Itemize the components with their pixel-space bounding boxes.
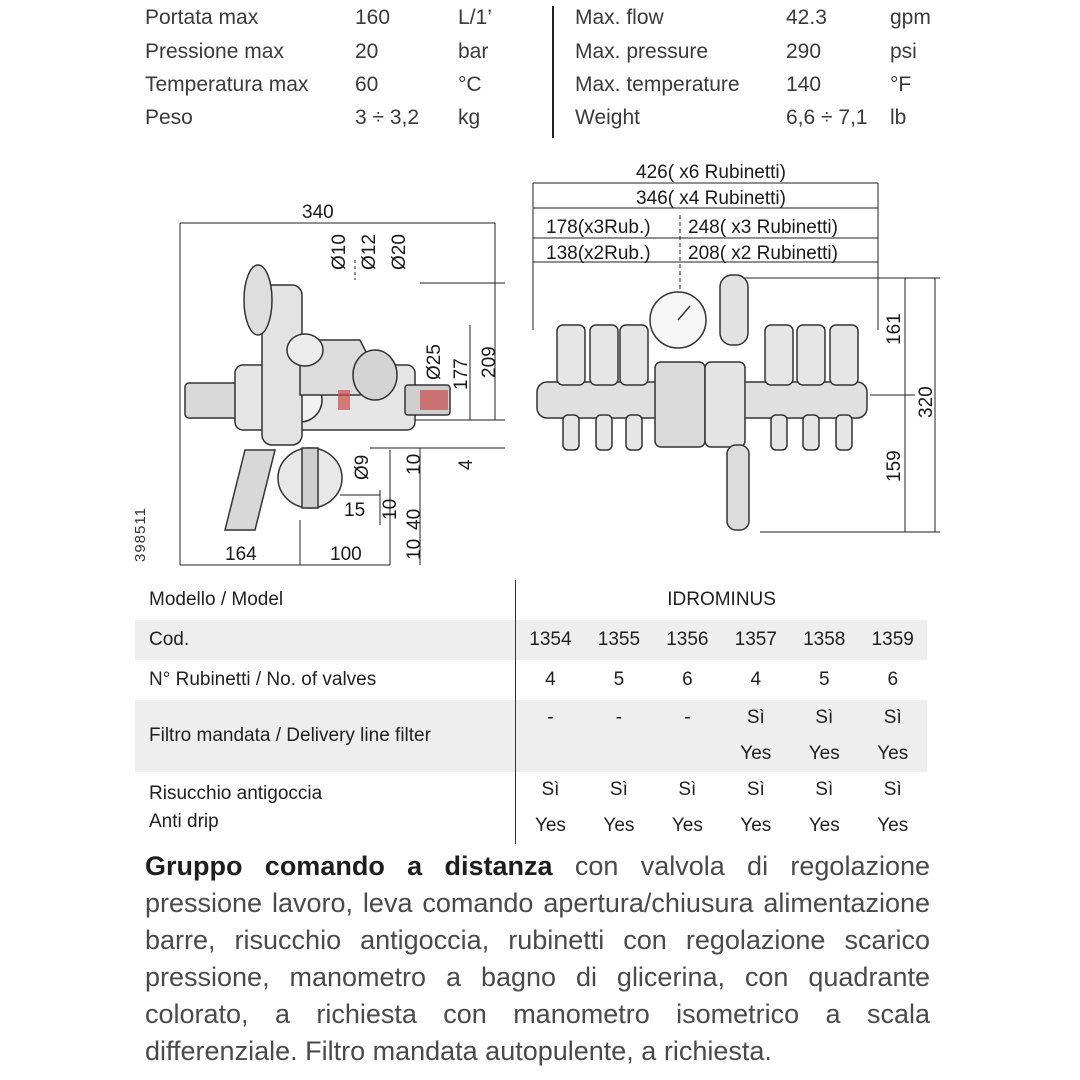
cell-en bbox=[585, 736, 653, 772]
spec-unit: kg bbox=[458, 106, 481, 129]
cell: 1356 bbox=[653, 620, 721, 660]
cell bbox=[858, 700, 927, 772]
dim-label: 4 bbox=[456, 459, 477, 470]
row-label bbox=[135, 772, 516, 844]
spec-label: Max. temperature bbox=[575, 73, 740, 96]
cell: 1359 bbox=[858, 620, 927, 660]
cell-it: - bbox=[684, 707, 691, 728]
technical-drawing bbox=[0, 140, 1080, 580]
cell-en bbox=[516, 736, 584, 772]
cell-it: Sì bbox=[815, 779, 834, 800]
spec-unit: °C bbox=[458, 73, 482, 96]
cell-en: Yes bbox=[671, 815, 703, 836]
cell: 6 bbox=[887, 669, 899, 690]
dim-label: 209 bbox=[479, 346, 500, 378]
spec-value: 20 bbox=[355, 40, 379, 63]
cell-en: Yes bbox=[808, 815, 840, 836]
spec-label: Max. flow bbox=[575, 6, 664, 29]
dim-label: Ø9 bbox=[352, 454, 373, 480]
cell: 1355 bbox=[585, 620, 653, 660]
cell bbox=[585, 700, 653, 772]
cell-it: Sì bbox=[883, 707, 902, 728]
spec-value: 160 bbox=[355, 6, 391, 29]
spec-value: 60 bbox=[355, 73, 379, 96]
cell: 1354 bbox=[516, 620, 585, 660]
table-row bbox=[135, 620, 927, 660]
dim-label: 164 bbox=[225, 544, 257, 565]
cell-it: - bbox=[547, 707, 554, 728]
cell bbox=[858, 772, 927, 844]
cell-it: - bbox=[615, 707, 623, 728]
cell-it: Sì bbox=[815, 707, 834, 728]
cell-en: Yes bbox=[534, 815, 566, 836]
dim-label: 178(x3Rub.) bbox=[546, 217, 651, 238]
row-label-it: Risucchio antigoccia bbox=[149, 783, 323, 804]
spec-unit: °F bbox=[890, 73, 912, 96]
dim-label: Ø25 bbox=[424, 344, 445, 380]
dim-label: 10 bbox=[404, 453, 425, 475]
dim-label: Ø10 bbox=[329, 234, 350, 270]
cell-en: Yes bbox=[740, 815, 772, 836]
dim-label: 159 bbox=[884, 450, 905, 482]
description-title: Gruppo comando a distanza bbox=[145, 851, 553, 881]
front-view bbox=[537, 275, 867, 530]
row-label-en: Anti drip bbox=[149, 811, 219, 832]
dim-label: 100 bbox=[330, 544, 362, 565]
dim-label: 340 bbox=[302, 202, 334, 223]
dim-label: 10 bbox=[404, 538, 425, 560]
spec-divider bbox=[552, 6, 554, 138]
cell-it: Sì bbox=[746, 707, 765, 728]
spec-value: 42.3 bbox=[786, 6, 827, 29]
spec-label: Portata max bbox=[145, 6, 259, 29]
drawing-svg bbox=[0, 140, 1080, 580]
cell bbox=[653, 772, 721, 844]
cell-it: Sì bbox=[883, 779, 902, 800]
spec-unit: psi bbox=[890, 40, 917, 63]
cell bbox=[790, 772, 858, 844]
row-label: Filtro mandata / Delivery line filter bbox=[135, 700, 516, 772]
cell: 5 bbox=[818, 669, 830, 690]
cell-en: Yes bbox=[740, 743, 772, 764]
row-label: N° Rubinetti / No. of valves bbox=[135, 660, 516, 700]
dim-label: 346( x4 Rubinetti) bbox=[636, 188, 786, 209]
table-row bbox=[135, 580, 927, 620]
dim-label: 40 bbox=[404, 508, 425, 530]
cell: 1357 bbox=[722, 620, 790, 660]
dim-label: 426( x6 Rubinetti) bbox=[636, 162, 786, 183]
cell bbox=[585, 772, 653, 844]
dim-label: 208( x2 Rubinetti) bbox=[688, 243, 838, 264]
dim-label: Ø20 bbox=[389, 234, 410, 270]
cell bbox=[516, 700, 585, 772]
spec-label: Temperatura max bbox=[145, 73, 309, 96]
cell bbox=[722, 700, 790, 772]
cell-en: Yes bbox=[877, 815, 909, 836]
spec-unit: bar bbox=[458, 40, 489, 63]
cell-it: Sì bbox=[541, 779, 560, 800]
description-text: con valvola di regolazione pressione lavoro, leva comando apertura/chiusura alimentazione barre, risucchio antigoccia, rubinetti con regolazione scarico pressione, manometro a bagno di glicerina, con quadrante colorato, a richiesta con manometro isometrico a scala differenziale. Filtro mandata autopulente, a richiesta. bbox=[145, 851, 931, 1066]
dim-label: Ø12 bbox=[359, 234, 380, 270]
cell-en: Yes bbox=[808, 743, 840, 764]
spec-unit: gpm bbox=[890, 6, 931, 29]
row-label: Cod. bbox=[135, 620, 516, 660]
spec-value: 6,6 ÷ 7,1 bbox=[786, 106, 868, 129]
spec-label: Weight bbox=[575, 106, 640, 129]
spec-label: Max. pressure bbox=[575, 40, 709, 63]
spec-block bbox=[0, 0, 1080, 140]
model-name: IDROMINUS bbox=[667, 589, 776, 610]
cell: 5 bbox=[613, 669, 625, 690]
cell bbox=[516, 772, 585, 844]
cell-en bbox=[653, 736, 721, 772]
dim-label: 177 bbox=[451, 358, 472, 390]
cell bbox=[653, 700, 721, 772]
cell: 1358 bbox=[790, 620, 858, 660]
dim-label: 138(x2Rub.) bbox=[546, 243, 651, 264]
spec-label: Peso bbox=[145, 106, 193, 129]
dim-label: 15 bbox=[344, 500, 366, 521]
cell: 6 bbox=[682, 669, 693, 690]
dim-label: 10 bbox=[380, 498, 401, 520]
table-row bbox=[135, 700, 927, 772]
product-description bbox=[145, 848, 930, 1070]
cell-it: Sì bbox=[609, 779, 628, 800]
table-row bbox=[135, 660, 927, 700]
model-label: Modello / Model bbox=[135, 580, 516, 620]
cell bbox=[722, 772, 790, 844]
spec-value: 140 bbox=[786, 73, 822, 96]
spec-value: 290 bbox=[786, 40, 822, 63]
spec-label: Pressione max bbox=[145, 40, 284, 63]
spec-value: 3 ÷ 3,2 bbox=[355, 106, 420, 129]
spec-unit: L/1’ bbox=[458, 6, 492, 29]
dim-label: 320 bbox=[916, 386, 937, 418]
dim-label: 161 bbox=[884, 313, 905, 345]
dim-label: 248( x3 Rubinetti) bbox=[688, 217, 838, 238]
cell-en: Yes bbox=[877, 743, 909, 764]
cell-it: Sì bbox=[746, 779, 765, 800]
cell: 4 bbox=[545, 669, 556, 690]
cell-it: Sì bbox=[678, 779, 697, 800]
model-table bbox=[135, 580, 927, 844]
side-view bbox=[185, 265, 450, 530]
table-row bbox=[135, 772, 927, 844]
spec-unit: lb bbox=[890, 106, 907, 129]
cell bbox=[790, 700, 858, 772]
catalog-number: 398511 bbox=[132, 507, 149, 562]
cell-en: Yes bbox=[603, 815, 635, 836]
cell: 4 bbox=[750, 669, 762, 690]
